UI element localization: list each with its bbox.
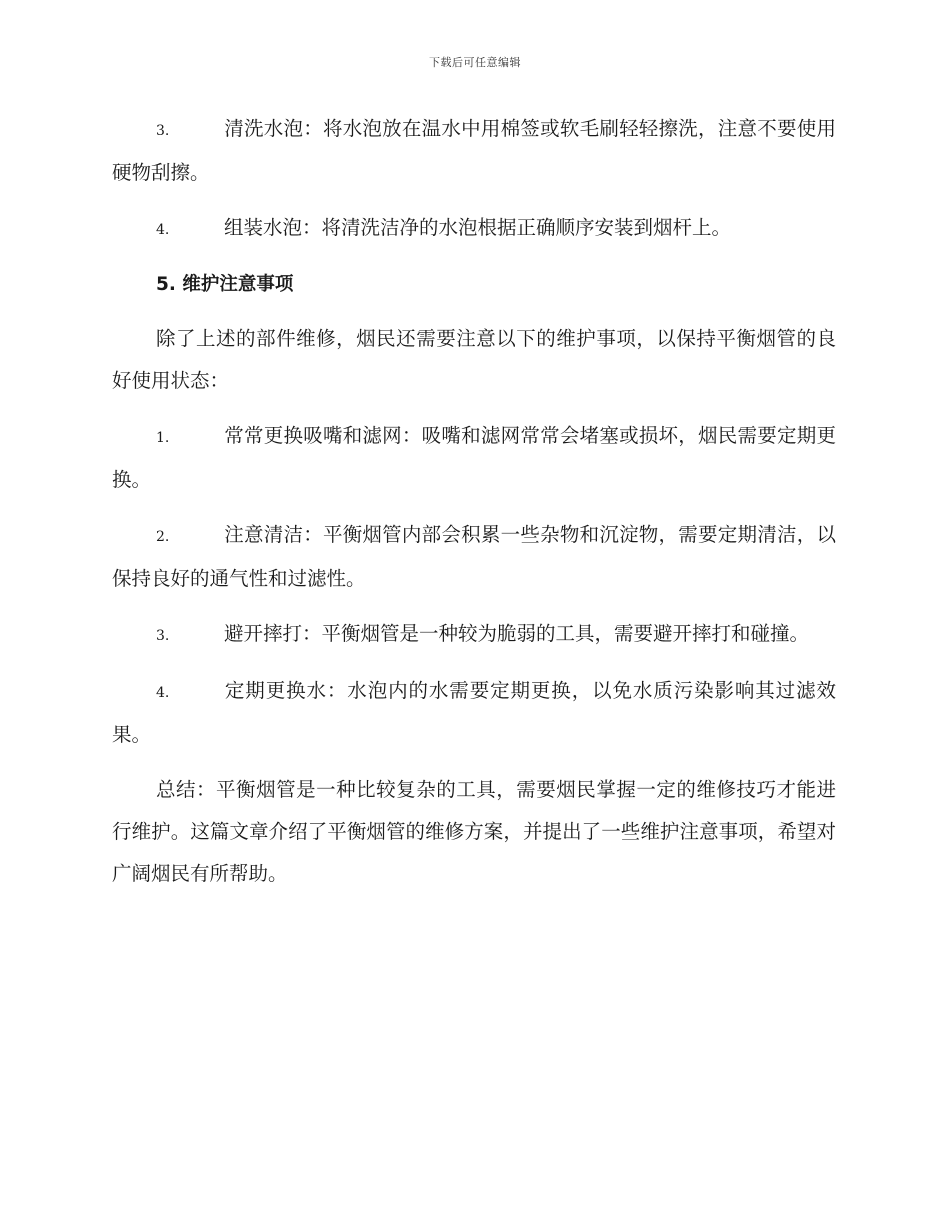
section-heading: 5. 维护注意事项 — [156, 274, 294, 295]
list-text: 注意清洁：平衡烟管内部会积累一些杂物和沉淀物，需要定期清洁，以保持良好的通气性和过滤性。 — [112, 523, 836, 590]
list-item — [112, 207, 836, 251]
list-number: 4. — [156, 222, 170, 238]
summary-paragraph: 总结：平衡烟管是一种比较复杂的工具，需要烟民掌握一定的维修技巧才能进行维护。这篇文章介绍了平衡烟管的维修方案，并提出了一些维护注意事项，希望对广阔烟民有所帮助。 — [112, 778, 836, 885]
list-number: 3. — [156, 628, 170, 644]
list-text: 组装水泡：将清洗洁净的水泡根据正确顺序安装到烟杆上。 — [224, 216, 732, 239]
list-text: 常常更换吸嘴和滤网：吸嘴和滤网常常会堵塞或损坏，烟民需要定期更换。 — [112, 424, 836, 491]
list-number: 3. — [156, 123, 170, 139]
page-header: 下载后可任意编辑 — [429, 56, 521, 69]
list-item — [112, 670, 836, 756]
list-number: 4. — [156, 685, 170, 701]
list-item — [112, 613, 836, 657]
list-text: 定期更换水：水泡内的水需要定期更换，以免水质污染影响其过滤效果。 — [112, 679, 836, 746]
list-item — [112, 514, 836, 600]
list-text: 清洗水泡：将水泡放在温水中用棉签或软毛刷轻轻擦洗，注意不要使用硬物刮擦。 — [112, 117, 836, 184]
list-number: 1. — [156, 430, 170, 446]
list-item — [112, 108, 836, 194]
document-body — [112, 108, 836, 908]
list-text: 避开摔打：平衡烟管是一种较为脆弱的工具，需要避开摔打和碰撞。 — [224, 622, 810, 645]
list-number: 2. — [156, 529, 170, 545]
list-item — [112, 415, 836, 501]
intro-paragraph: 除了上述的部件维修，烟民还需要注意以下的维护事项，以保持平衡烟管的良好使用状态： — [112, 327, 836, 392]
